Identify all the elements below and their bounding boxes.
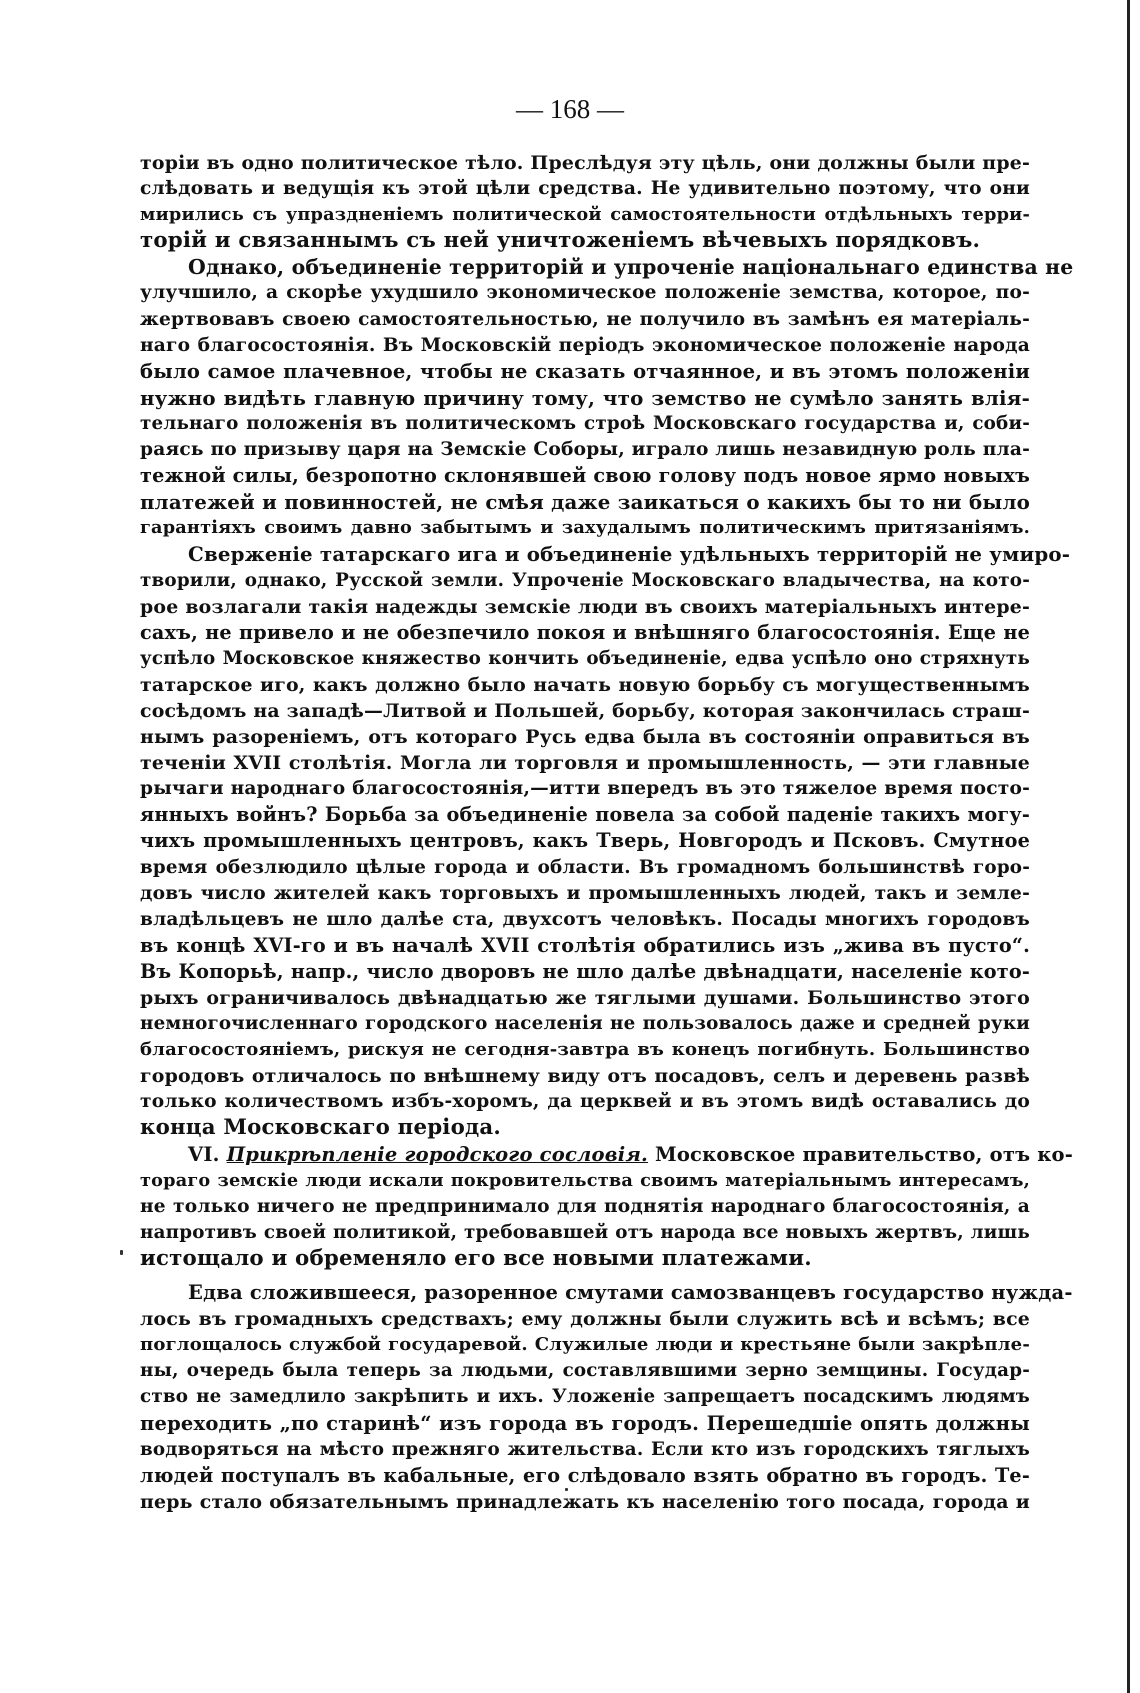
text-line: торій и связаннымъ съ ней уничтоженіемъ вѣчевыхъ порядковъ.	[140, 228, 981, 254]
text-line: переходить „по старинѣ“ изъ города въ городъ. Перешедшіе опять должны	[140, 1411, 1030, 1435]
text-line: людей поступалъ въ кабальные, его слѣдовало взять обратно въ городъ. Те-	[140, 1463, 1030, 1487]
body-text	[140, 150, 1074, 1541]
text-line: благосостояніемъ, рискуя не сегодня-завтра въ конецъ погибнуть. Большинство	[140, 1039, 1030, 1061]
text-line: рыхъ ограничивалось двѣнадцатью же тяглыми душами. Большинство этого	[140, 987, 1030, 1009]
text-line: нымъ разореніемъ, отъ котораго Русь едва была въ состояніи оправиться въ	[140, 726, 1030, 749]
text-line: раясь по призыву царя на Земскіе Соборы, играло лишь незавидную роль пла-	[140, 439, 1030, 461]
text-line: время обезлюдило цѣлые города и области. Въ громадномъ большинствѣ горо-	[140, 856, 1030, 878]
text-line: слѣдовать и ведущія къ этой цѣли средства. Не удивительно поэтому, что они	[140, 178, 1030, 200]
text-line: въ концѣ XVI-го и въ началѣ XVII столѣтія обратились изъ „жива въ пусто“.	[140, 933, 1030, 957]
text-line: лось въ громадныхъ средствахъ; ему должны были служить всѣ и всѣмъ; все	[140, 1308, 1030, 1331]
text-line: наго благосостоянія. Въ Московскій періодъ экономическое положеніе народа	[140, 334, 1030, 356]
text-line: не только ничего не предпринимало для поднятія народнаго благосостоянія, а	[140, 1195, 1030, 1217]
paragraph-start-line: Едва сложившееся, разоренное смутами самозванцевъ государство нужда-	[188, 1281, 1073, 1305]
text-line: татарское иго, какъ должно было начать новую борьбу съ могущественнымъ	[140, 673, 1030, 696]
text-line: теченіи XVII столѣтія. Могла ли торговля и промышленность, — эти главные	[140, 752, 1030, 775]
text-line: немногочисленнаго городского населенія не пользовалось даже и средней руки	[140, 1013, 1030, 1035]
text-line: нужно видѣть главную причину тому, что земство не сумѣло занять влія-	[140, 385, 1030, 410]
text-line: конца Московскаго періода.	[140, 1115, 501, 1141]
text-line: торіи въ одно политическое тѣло. Преслѣдуя эту цѣль, они должны были пре-	[140, 152, 1030, 174]
text-line: сосѣдомъ на западѣ—Литвой и Польшей, борьбу, которая закончилась страш-	[140, 699, 1030, 722]
text-line: янныхъ войнъ? Борьба за объединеніе повела за собой паденіе такихъ могу-	[140, 803, 1030, 827]
text-line: поглощалось службой государевой. Служилые люди и крестьяне были закрѣпле-	[140, 1334, 1030, 1356]
text-line: рычаги народнаго благосостоянія,—итти впередъ въ это тяжелое время посто-	[140, 778, 1030, 800]
text-line: было самое плачевное, чтобы не сказать отчаянное, и въ этомъ положеніи	[140, 359, 1030, 383]
text-line	[140, 1515, 1030, 1541]
text-line: платежей и повинностей, не смѣя даже заикаться о какихъ бы то ни было	[140, 490, 1030, 515]
text-line: довъ число жителей какъ торговыхъ и промышленныхъ людей, такъ и земле-	[140, 882, 1030, 904]
text-line: чихъ промышленныхъ центровъ, какъ Тверь, Новгородъ и Псковъ. Смутное	[140, 829, 1030, 853]
text-line: сахъ, не привело и не обезпечило покоя и внѣшняго благосостоянія. Еще не	[140, 620, 1030, 644]
text-line: владѣльцевъ не шло далѣе ста, двухсотъ человѣкъ. Посады многихъ городовъ	[140, 908, 1030, 930]
scan-speck	[120, 1250, 123, 1255]
section-heading-line	[140, 1142, 1074, 1168]
text-line: жертвовавъ своею самостоятельностью, не получило въ замѣнъ ея матеріаль-	[140, 308, 1030, 330]
text-line: Въ Копорьѣ, напр., число дворовъ не шло далѣе двѣнадцати, населеніе кото-	[140, 959, 1030, 983]
page-number: — 168 —	[516, 94, 624, 124]
text-line: гарантіяхъ своимъ давно забытымъ и захудалымъ политическимъ притязаніямъ.	[140, 517, 1030, 539]
text-line: улучшило, а скорѣе ухудшило экономическое положеніе земства, которое, по-	[140, 282, 1030, 304]
text-line: Московское правительство, отъ ко-	[655, 1142, 1074, 1166]
text-line: городовъ отличалось по внѣшнему виду отъ посадовъ, селъ и деревень развѣ	[140, 1065, 1030, 1088]
text-line: ны, очередь была теперь за людьми, составлявшими зерно земщины. Государ-	[140, 1360, 1030, 1382]
text-line: водворяться на мѣсто прежняго жительства. Если кто изъ городскихъ тяглыхъ	[140, 1438, 1030, 1460]
text-line: ство не замедлило закрѣпить и ихъ. Уложеніе запрещаетъ посадскимъ людямъ	[140, 1386, 1030, 1408]
page-edge-rule	[1127, 0, 1130, 1693]
paragraph-start-line: Однако, объединеніе территорій и упроченіе національнаго единства не	[188, 255, 1074, 280]
text-line: мирились съ упраздненіемъ политической самостоятельности отдѣльныхъ терри-	[140, 204, 1030, 226]
text-line: тежной силы, безропотно склонявшей свою голову подъ новое ярмо новыхъ	[140, 464, 1030, 488]
paragraph-start-line: Сверженіе татарскаго ига и объединеніе удѣльныхъ территорій не умиро-	[188, 542, 1071, 567]
text-line: истощало и обременяло его все новыми платежами.	[140, 1245, 812, 1271]
text-line: только количествомъ избъ-хоромъ, да церквей и въ этомъ видѣ оставались до	[140, 1091, 1030, 1113]
section-heading: Прикрѣпленіе городского сословія.	[226, 1142, 649, 1166]
text-line: напротивъ своей политикой, требовавшей отъ народа все новыхъ жертвъ, лишь	[140, 1221, 1030, 1243]
text-line: тораго земскіе люди искали покровительства своимъ матеріальнымъ интересамъ,	[140, 1169, 1030, 1191]
text-line: перь стало обязательнымъ принадлежать къ населенію того посада, города и	[140, 1490, 1030, 1513]
text-line: тельнаго положенія въ политическомъ строѣ Московскаго государства и, соби-	[140, 412, 1030, 434]
text-line: успѣло Московское княжество кончить объединеніе, едва успѣло оно стряхнуть	[140, 647, 1030, 669]
text-line: рое возлагали такія надежды земскіе люди въ своихъ матеріальныхъ интере-	[140, 595, 1030, 618]
section-numeral: VI.	[188, 1142, 220, 1166]
text-line: творили, однако, Русской земли. Упроченіе Московскаго владычества, на кото-	[140, 569, 1030, 591]
